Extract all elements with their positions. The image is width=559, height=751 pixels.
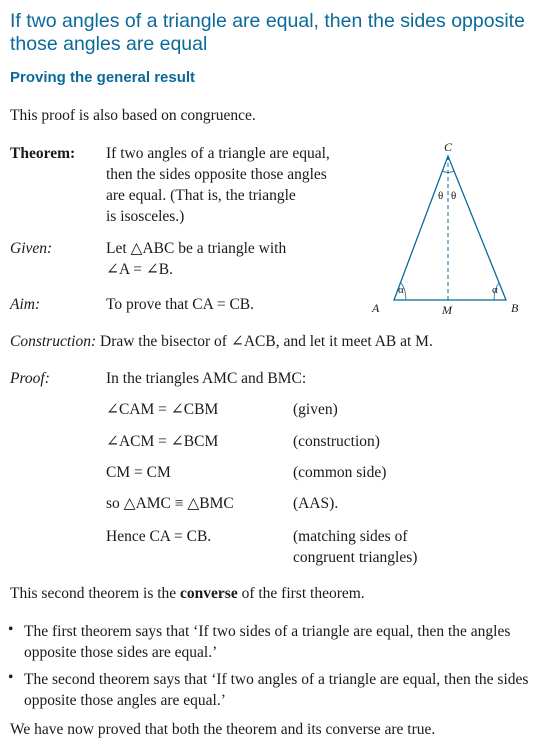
vertex-label-b: B [511,301,519,315]
proof-reason: (AAS). [293,495,339,512]
given-label: Given: [10,240,53,257]
apex-right-angle-mark: θ [451,190,457,202]
theorem-line: are equal. (That is, the triangle [106,187,296,204]
construction-label: Construction: [10,333,97,350]
theorem-label: Theorem: [10,145,76,162]
base-right-angle-mark: α [492,284,498,296]
proof-reason: (given) [293,401,338,418]
proof-statement: so △AMC ≡ △BMC [106,495,234,512]
converse-after: of the first theorem. [237,585,365,602]
proof-label: Proof: [10,370,50,387]
intro-text: This proof is also based on congruence. [10,107,256,124]
bullet-dot: • [8,669,14,686]
construction-text: Draw the bisector of ∠ACB, and let it meet AB at M. [100,333,433,350]
bullet-item: The first theorem says that ‘If two sides of a triangle are equal, then the angles opposite those sides are equal.’ [24,623,511,661]
theorem-line: is isosceles.) [106,208,185,225]
triangle-outline [394,156,506,300]
converse-term: converse [180,585,238,602]
given-line-1: Let △ABC be a triangle with [106,240,287,257]
apex-left-angle-mark: θ [438,190,444,202]
proof-statement: ∠ACM = ∠BCM [106,433,219,450]
theorem-text [106,143,366,227]
base-left-angle-mark: α [398,284,404,296]
construction-line [10,331,433,352]
theorem-line: If two angles of a triangle are equal, [106,145,330,162]
proof-statement: Hence CA = CB. [106,528,212,545]
bullet-dot: • [8,621,14,638]
proof-intro: In the triangles AMC and BMC: [106,370,307,387]
converse-before: This second theorem is the [10,585,181,602]
vertex-label-m: M [442,303,452,317]
proof-statement: ∠CAM = ∠CBM [106,401,219,418]
isosceles-triangle-diagram [368,136,538,321]
vertex-label-c: C [444,140,453,154]
converse-sentence [10,583,365,604]
aim-text: To prove that CA = CB. [106,296,255,313]
page-title: If two angles of a triangle are equal, then the sides opposite those angles are equal [10,10,525,55]
theorem-line: then the sides opposite those angles [106,166,327,183]
given-line-2: ∠A = ∠B. [106,261,174,278]
conclusion-text: We have now proved that both the theorem and its converse are true. [10,721,436,738]
proof-reason: (common side) [293,464,387,481]
proof-reason: (matching sides of congruent triangles) [293,528,418,566]
aim-label: Aim: [10,296,41,313]
section-subheading: Proving the general result [10,69,196,86]
proof-reason: (construction) [293,433,380,450]
vertex-label-a: A [372,301,380,315]
bullet-item: The second theorem says that ‘If two angles of a triangle are equal, then the sides opposite those angles are equal.’ [24,671,529,709]
proof-statement: CM = CM [106,464,171,481]
